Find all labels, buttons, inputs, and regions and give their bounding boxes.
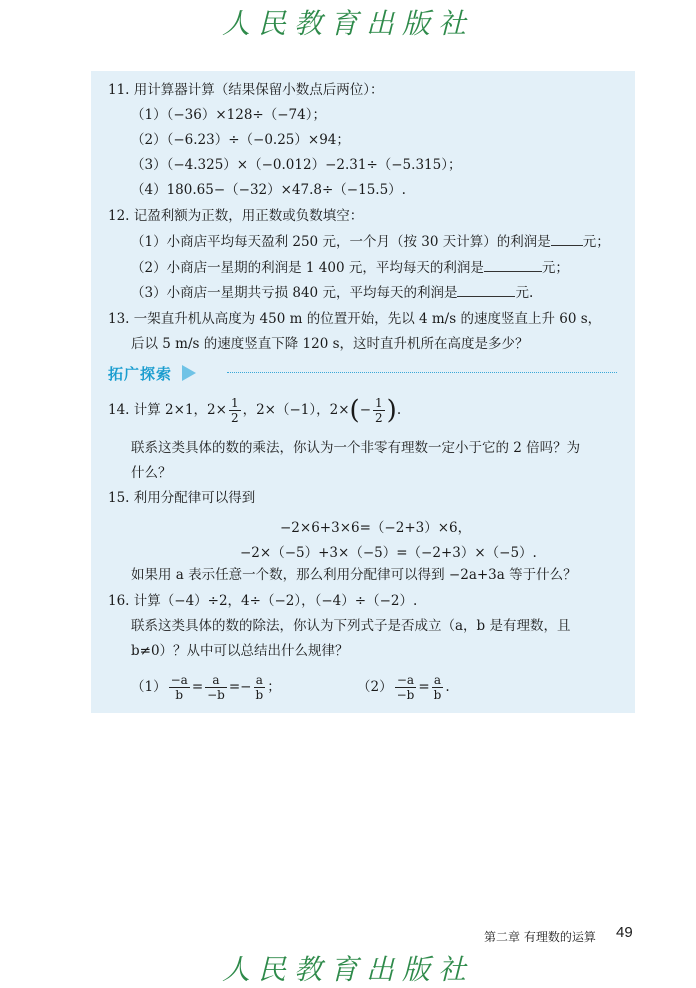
q12-item-1-unit: 元； <box>582 234 610 250</box>
fraction-half <box>229 396 241 425</box>
q12-item-1-text: （1）小商店平均每天盈利 250 元，一个月（按 30 天计算）的利润是 <box>131 234 551 250</box>
fraction-numerator: a <box>205 673 227 688</box>
q12-item-3-text: （3）小商店一星期共亏损 840 元，平均每天的利润是 <box>131 285 458 301</box>
q11-item-3: （3）（−4.325）×（−0.012）−2.31÷（−5.315）； <box>131 157 462 173</box>
fraction <box>432 673 444 702</box>
equals-minus: =− <box>228 679 252 695</box>
section-header <box>108 362 196 384</box>
play-triangle-icon <box>182 365 196 381</box>
section-divider <box>227 372 617 373</box>
fraction-half-2 <box>373 396 385 425</box>
publisher-logo-bottom: 人民教育出版社 <box>221 953 474 986</box>
q15-stem: 15. 利用分配律可以得到 <box>108 490 256 506</box>
fraction-numerator: −a <box>170 673 188 687</box>
exercise-panel <box>91 71 635 713</box>
q15-equation-1: −2×6+3×6=（−2+3）×6， <box>280 520 472 536</box>
equals-sign: = <box>191 679 204 695</box>
q14-line-2: 联系这类具体的数的乘法，你认为一个非零有理数一定小于它的 2 倍吗？为 <box>131 440 581 456</box>
equals-sign: = <box>418 679 430 695</box>
q16-line-2: 联系这类具体的数的除法，你认为下列式子是否成立（a，b 是有理数，且 <box>131 618 571 634</box>
q11-item-2: （2）（−6.23）÷（−0.25）×94； <box>131 132 350 148</box>
q14-text-c: . <box>396 402 402 418</box>
fraction-denominator: b <box>175 688 184 702</box>
fraction-numerator: 1 <box>230 396 239 410</box>
formula-label: （2） <box>357 679 393 695</box>
chapter-footer: 第二章 有理数的运算 <box>484 930 596 944</box>
fraction-denominator: −b <box>207 688 225 702</box>
q15-equation-2: −2×（−5）+3×（−5）=（−2+3）×（−5）. <box>240 545 537 561</box>
answer-blank[interactable] <box>551 233 583 246</box>
q12-item-2-unit: 元； <box>541 260 569 276</box>
q12-item-3-unit: 元. <box>515 285 534 301</box>
fraction-numerator: a <box>432 673 444 688</box>
fraction-denominator: −b <box>396 688 415 702</box>
q14-line-3: 什么？ <box>131 465 172 481</box>
answer-blank[interactable] <box>457 284 515 297</box>
q11-stem: 11. 用计算器计算（结果保留小数点后两位）： <box>108 82 384 98</box>
q11-item-1: （1）（−36）×128÷（−74）； <box>131 107 326 123</box>
fraction-denominator: 2 <box>230 411 239 425</box>
q16-line-3: b≠0）？从中可以总结出什么规律？ <box>131 643 349 659</box>
q16-formula-2 <box>357 671 450 703</box>
fraction-numerator: 1 <box>375 396 383 410</box>
answer-blank[interactable] <box>484 259 542 272</box>
fraction-numerator: a <box>254 673 266 688</box>
q13-line-1: 13. 一架直升机从高度为 450 m 的位置开始，先以 4 m/s 的速度竖直上升 60 s， <box>108 311 602 327</box>
q16-stem: 16. 计算（−4）÷2，4÷（−2），（−4）÷（−2）. <box>108 593 418 609</box>
fraction-denominator: 2 <box>375 411 383 425</box>
page-number: 49 <box>616 924 633 941</box>
section-title: 拓广探索 <box>108 364 173 383</box>
q11-item-4: （4）180.65−（−32）×47.8÷（−15.5）. <box>131 182 406 198</box>
q16-formula-1 <box>131 671 281 703</box>
fraction-denominator: b <box>255 688 264 702</box>
q12-item-2 <box>131 259 569 277</box>
fraction-denominator: b <box>433 688 442 702</box>
formula-end: ； <box>267 679 281 695</box>
formula-label: （1） <box>131 679 167 695</box>
q12-stem: 12. 记盈利额为正数，用正数或负数填空： <box>108 208 364 224</box>
fraction-numerator: −a <box>395 673 417 688</box>
q13-line-2: 后以 5 m/s 的速度竖直下降 120 s，这时直升机所在高度是多少？ <box>131 336 529 352</box>
q14-text-b: ，2×（−1），2× <box>242 402 350 418</box>
fraction <box>395 673 417 702</box>
minus-sign: − <box>359 402 372 418</box>
q12-item-1 <box>131 233 610 251</box>
left-paren: ( <box>349 395 360 426</box>
fraction <box>254 673 266 702</box>
formula-end: . <box>445 679 450 695</box>
q14-line-1 <box>108 393 401 428</box>
publisher-logo-top: 人民教育出版社 <box>221 7 474 40</box>
fraction <box>169 673 190 702</box>
q14-text-a: 14. 计算 2×1，2× <box>108 402 227 418</box>
q15-line-4: 如果用 a 表示任意一个数，那么利用分配律可以得到 −2a+3a 等于什么？ <box>131 567 577 583</box>
q12-item-3 <box>131 284 533 302</box>
right-paren: ) <box>386 395 397 426</box>
q12-item-2-text: （2）小商店一星期的利润是 1 400 元，平均每天的利润是 <box>131 260 484 276</box>
fraction <box>205 673 227 702</box>
